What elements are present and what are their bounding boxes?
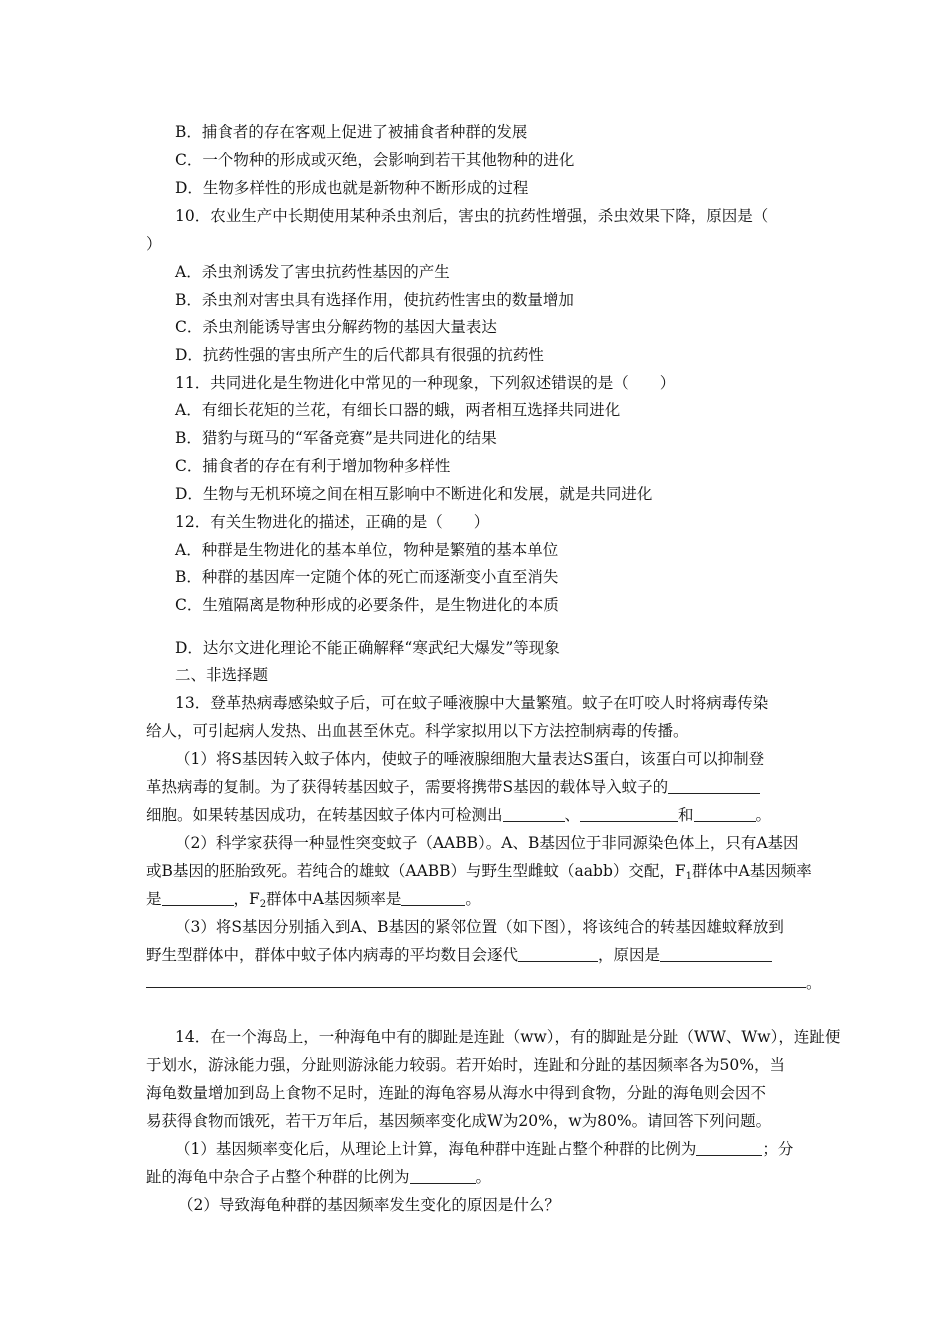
q14-part1-line2 [146, 1166, 491, 1188]
subscript: 1 [685, 871, 693, 882]
q11-option-b: B．猎豹与斑马的“军备竞赛”是共同进化的结果 [175, 429, 497, 447]
answer-blank[interactable] [503, 807, 565, 822]
answer-blank[interactable] [410, 1169, 476, 1184]
q13-part1-line3 [146, 804, 771, 826]
section-heading: 二、非选择题 [175, 666, 269, 684]
separator: 、 [564, 806, 581, 824]
subscript: 2 [259, 899, 267, 910]
q13-part2-line1: （2）科学家获得一种显性突变蚊子（AABB）。A、B基因位于非同源染色体上，只有A基因 [175, 834, 799, 852]
answer-blank[interactable] [518, 947, 598, 962]
q13-intro-line1: 13．登革热病毒感染蚊子后，可在蚊子唾液腺中大量繁殖。蚊子在叮咬人时将病毒传染 [175, 694, 769, 712]
answer-blank[interactable] [660, 947, 772, 962]
answer-blank[interactable] [401, 891, 465, 906]
q10-stem-end: ） [146, 235, 162, 253]
q13-part1-line1: （1）将S基因转入蚊子体内，使蚊子的唾液腺细胞大量表达S蛋白，该蛋白可以抑制登 [175, 750, 765, 768]
q10-option-d: D．抗药性强的害虫所产生的后代都具有很强的抗药性 [175, 346, 544, 364]
q11-stem: 11．共同进化是生物进化中常见的一种现象，下列叙述错误的是（ ） [175, 374, 676, 392]
q12-option-b: B．种群的基因库一定随个体的死亡而逐渐变小直至消失 [175, 568, 559, 586]
q11-option-a: A．有细长花矩的兰花，有细长口器的蛾，两者相互选择共同进化 [175, 401, 621, 419]
q14-part1-text: ；分 [762, 1140, 794, 1158]
answer-line[interactable] [146, 987, 806, 988]
answer-blank[interactable] [696, 1141, 762, 1156]
q9-option-c: C．一个物种的形成或灭绝，会影响到若干其他物种的进化 [175, 151, 575, 169]
answer-blank[interactable] [694, 807, 756, 822]
q9-option-d: D．生物多样性的形成也就是新物种不断形成的过程 [175, 179, 529, 197]
q10-option-a: A．杀虫剂诱发了害虫抗药性基因的产生 [175, 263, 450, 281]
q13-part2-text: 或B基因的胚胎致死。若纯合的雄蚊（AABB）与野生型雌蚊（aabb）交配，F [146, 862, 686, 880]
q10-option-c: C．杀虫剂能诱导害虫分解药物的基因大量表达 [175, 318, 497, 336]
q13-part1-text: 革热病毒的复制。为了获得转基因蚊子，需要将携带S基因的载体导入蚊子的 [146, 778, 669, 796]
q10-option-b: B．杀虫剂对害虫具有选择作用，使抗药性害虫的数量增加 [175, 291, 574, 309]
q13-intro-line2: 给人，可引起病人发热、出血甚至休克。科学家拟用以下方法控制病毒的传播。 [146, 722, 689, 740]
q11-option-d: D．生物与无机环境之间在相互影响中不断进化和发展，就是共同进化 [175, 485, 653, 503]
q13-part2-line3 [146, 888, 481, 910]
separator: 和 [678, 806, 694, 824]
q13-part2-text: 是 [146, 890, 162, 908]
q14-part1-line1 [175, 1138, 793, 1160]
answer-blank[interactable] [668, 779, 760, 794]
q14-intro-line3: 海龟数量增加到岛上食物不足时，连趾的海龟容易从海水中得到食物，分趾的海龟则会因不 [146, 1084, 767, 1102]
q13-part1-text: 细胞。如果转基因成功，在转基因蚊子体内可检测出 [146, 806, 503, 824]
q13-part3-text: 野生型群体中，群体中蚊子体内病毒的平均数目会逐代 [146, 946, 519, 964]
line-end: 。 [806, 974, 822, 992]
q13-part1-line2 [146, 776, 760, 798]
line-end: 。 [475, 1168, 492, 1186]
q13-part3-line2 [146, 944, 772, 966]
q14-intro-line2: 于划水，游泳能力强，分趾则游泳能力较弱。若开始时，连趾和分趾的基因频率各为50%，当 [146, 1056, 785, 1074]
line-end: 。 [755, 806, 772, 824]
q14-part1-text: （1）基因频率变化后，从理论上计算，海龟种群中连趾占整个种群的比例为 [175, 1140, 697, 1158]
q12-stem: 12．有关生物进化的描述，正确的是（ ） [175, 513, 490, 531]
q14-intro-line4: 易获得食物而饿死，若干万年后，基因频率变化成W为20%，w为80%。请回答下列问题。 [146, 1112, 772, 1130]
q13-part3-line1: （3）将S基因分别插入到A、B基因的紧邻位置（如下图），将该纯合的转基因雄蚊释放到 [175, 918, 784, 936]
q12-option-d: D．达尔文进化理论不能正确解释“寒武纪大爆发”等现象 [175, 639, 560, 657]
q14-part2: （2）导致海龟种群的基因频率发生变化的原因是什么？ [178, 1196, 560, 1214]
q13-part3-text: ，原因是 [598, 946, 661, 964]
q12-option-a: A．种群是生物进化的基本单位，物种是繁殖的基本单位 [175, 541, 559, 559]
answer-blank[interactable] [580, 807, 678, 822]
q13-part2-line2 [146, 860, 812, 882]
q11-option-c: C．捕食者的存在有利于增加物种多样性 [175, 457, 451, 475]
line-end: 。 [465, 890, 481, 908]
q9-option-b: B．捕食者的存在客观上促进了被捕食者种群的发展 [175, 123, 528, 141]
q14-intro-line1: 14．在一个海岛上，一种海龟中有的脚趾是连趾（ww），有的脚趾是分趾（WW、Ww），连趾便 [175, 1028, 841, 1046]
q14-part1-text: 趾的海龟中杂合子占整个种群的比例为 [146, 1168, 410, 1186]
q13-part2-text: 群体中A基因频率 [692, 862, 812, 880]
q13-part2-text: 群体中A基因频率是 [266, 890, 402, 908]
q13-part2-text: ，F [233, 890, 260, 908]
q10-stem: 10．农业生产中长期使用某种杀虫剂后，害虫的抗药性增强，杀虫效果下降，原因是（ [175, 207, 769, 225]
q12-option-c: C．生殖隔离是物种形成的必要条件，是生物进化的本质 [175, 596, 559, 614]
answer-blank[interactable] [162, 891, 234, 906]
